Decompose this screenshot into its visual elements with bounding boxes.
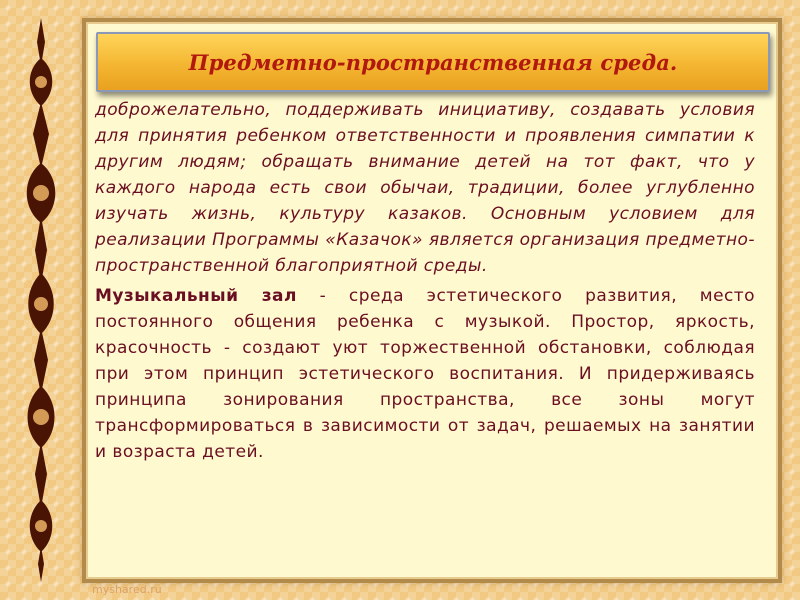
- music-hall-description: - среда эстетического развития, место постоянного общения ребенка с музыкой. Простор, яркость, красочность - создают уют торжественной обстановки, соблюдая при этом принцип эстетического воспитания. И придерживаясь принципа зонирования пространства, все зоны могут трансформироваться в зависимости от задач, решаемых на занятии и возраста детей.: [95, 286, 755, 462]
- paragraph-music-hall: [95, 283, 755, 465]
- left-ornament-icon: [14, 18, 68, 582]
- slide-title: Предметно-пространственная среда.: [188, 49, 678, 75]
- paragraph-environment: доброжелательно, поддерживать инициативу, создавать условия для принятия ребенком ответственности и проявления симпатии к другим людям; обращать внимание детей на тот факт, что у каждого народа есть свои обычаи, традиции, более углубленно изучать жизнь, культуру казаков. Основным условием для реализации Программы «Казачок» является организация предметно-пространственной благоприятной среды.: [95, 100, 755, 276]
- watermark: myshared.ru: [92, 583, 162, 596]
- title-banner: [96, 32, 770, 92]
- slide-body-text: [95, 97, 755, 465]
- music-hall-heading: Музыкальный зал: [95, 286, 297, 306]
